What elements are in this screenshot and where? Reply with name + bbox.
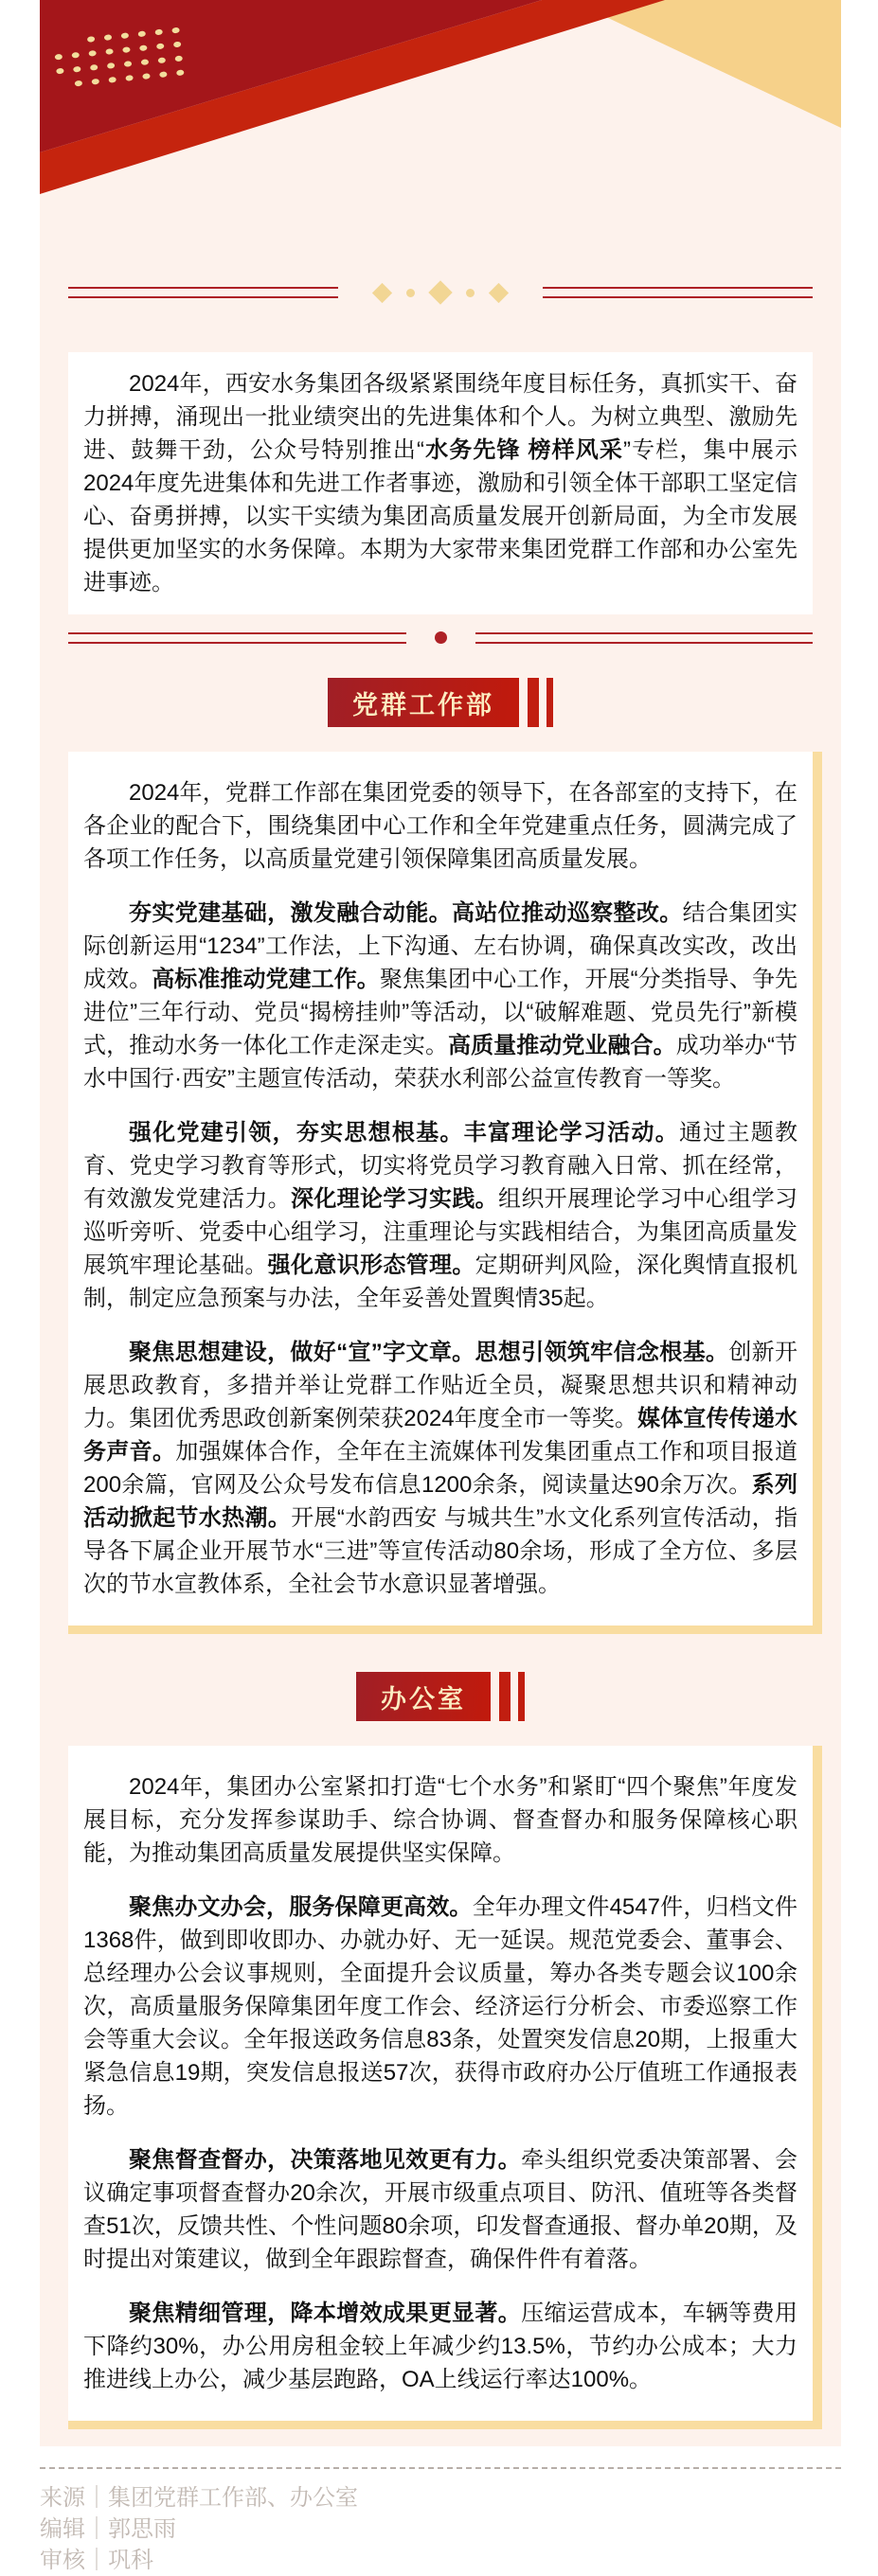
- badge-bar-decor: [499, 1672, 511, 1721]
- dot-icon: [73, 66, 81, 73]
- editor-line: 编辑｜郭思雨: [40, 2516, 176, 2542]
- divider-line: [475, 632, 814, 644]
- diamond-icon: [428, 280, 452, 304]
- diamond-icon: [489, 282, 509, 302]
- badge-row-dangqun: [40, 678, 841, 727]
- divider-diamonds: [68, 284, 813, 301]
- divider-dot: [68, 631, 813, 644]
- paragraph: 聚焦督查督办，决策落地见效更有力。牵头组织党委决策部署、会议确定事项督查督办20余次，开展市级重点项目、防汛、值班等各类督查51次，反馈共性、个性问题80余项，印发督查通报、督办单20期，及时提出对策建议，做到全年跟踪督查，确保件件有着落。: [83, 2147, 798, 2272]
- paragraph: 强化党建引领，夯实思想根基。丰富理论学习活动。通过主题教育、党史学习教育等形式，切实将党员学习教育融入日常、抓在经常，有效激发党建活力。深化理论学习实践。组织开展理论学习中心组学习巡听旁听、党委中心组学习，注重理论与实践相结合，为集团高质量发展筑牢理论基础。强化意识形态管理。定期研判风险，深化舆情直报机制，制定应急预案与办法，全年妥善处置舆情35起。: [83, 1120, 798, 1311]
- dot-icon: [466, 289, 475, 297]
- paragraph: 夯实党建基础，激发融合动能。高站位推动巡察整改。结合集团实际创新运用“1234”工作法，上下沟通、左右协调，确保真改实改，改出成效。高标准推动党建工作。聚焦集团中心工作，开展“分类指导、争先进位”三年行动、党员“揭榜挂帅”等活动，以“破解难题、党员先行”新模式，推动水务一体化工作走深走实。高质量推动党业融合。成功举办“节水中国行·西安”主题宣传活动，荣获水利部公益宣传教育一等奖。: [83, 900, 798, 1092]
- divider-line: [68, 632, 406, 644]
- paragraph: 聚焦精细管理，降本增效成果更显著。压缩运营成本，车辆等费用下降约30%，办公用房租金较上年减少约13.5%，节约办公成本；大力推进线上办公，减少基层跑路，OA上线运行率达100%。: [83, 2301, 798, 2392]
- dot-icon: [71, 52, 80, 59]
- red-dot-icon: [435, 631, 447, 644]
- paragraph: 2024年，党群工作部在集团党委的领导下，在各部室的支持下，在各企业的配合下，围绕集团中心工作和全年党建重点任务，圆满完成了各项工作任务，以高质量党建引领保障集团高质量发展。: [83, 780, 797, 872]
- dot-icon: [173, 42, 182, 48]
- section-badge-dangqun: 党群工作部: [328, 678, 519, 727]
- dot-icon: [141, 59, 150, 65]
- paragraph: 2024年，西安水务集团各级紧紧围绕年度目标任务，真抓实干、奋力拼搏，涌现出一批业绩突出的先进集体和个人。为树立典型、激励先进、鼓舞干劲，公众号特别推出“水务先锋 榜样风采”专栏，集中展示2024年度先进集体和先进工作者事迹，激励和引领全体干部职工坚定信心、奋勇拼搏，以实干实绩为集团高质量发展开创新局面，为全市发展提供更加坚实的水务保障。本期为大家带来集团党群工作部和办公室先进事迹。: [83, 371, 798, 595]
- dot-icon: [90, 64, 99, 71]
- dot-icon: [105, 48, 114, 55]
- dot-icon: [159, 71, 168, 78]
- dot-icon: [142, 73, 151, 80]
- paragraph: 聚焦办文办会，服务保障更高效。全年办理文件4547件，归档文件1368件，做到即收即办、办就办好、无一延误。规范党委会、董事会、总经理办公会议事规则，全面提升会议质量，筹办各类专题会议100余次，高质量服务保障集团年度工作会、经济运行分析会、市委巡察工作会等重大会议。全年报送政务信息83条，处置突发信息20期，上报重大紧急信息19期，突发信息报送57次，获得市政府办公厅值班工作通报表扬。: [83, 1894, 798, 2119]
- article-footer: [40, 2467, 841, 2576]
- dot-icon: [176, 69, 185, 76]
- badge-bar-decor: [547, 678, 553, 727]
- dot-icon: [91, 79, 99, 85]
- dot-icon: [122, 46, 131, 53]
- dot-motif: [435, 631, 447, 644]
- diamond-icon: [372, 282, 392, 302]
- badge-bar-decor: [518, 1672, 525, 1721]
- dot-icon: [87, 36, 96, 43]
- section-card-bangongshi: [68, 1746, 822, 2429]
- section-badge-bangongshi: 办公室: [356, 1672, 491, 1721]
- diamond-motif: [367, 284, 514, 301]
- dot-icon: [154, 29, 163, 36]
- reviewer-line: 审核｜巩科: [40, 2548, 153, 2573]
- divider-line: [543, 287, 813, 298]
- badge-row-bangongshi: [40, 1672, 841, 1721]
- dot-icon: [88, 50, 97, 57]
- dot-icon: [55, 54, 63, 61]
- dot-icon: [139, 44, 148, 51]
- intro-card: [68, 352, 813, 614]
- divider-line: [68, 287, 338, 298]
- dot-icon: [158, 57, 167, 63]
- dot-icon: [121, 32, 130, 39]
- dot-icon: [75, 80, 83, 87]
- dot-icon: [156, 43, 165, 49]
- dot-icon: [174, 55, 183, 62]
- paragraph: 2024年，集团办公室紧扣打造“七个水务”和紧盯“四个聚焦”年度发展目标，充分发挥参谋助手、综合协调、督查督办和服务保障核心职能，为推动集团高质量发展提供坚实保障。: [83, 1774, 797, 1866]
- dot-icon: [406, 289, 415, 297]
- dot-icon: [108, 77, 116, 83]
- dot-icon: [137, 30, 146, 37]
- dot-icon: [124, 61, 133, 67]
- paragraph: 聚焦思想建设，做好“宣”字文章。思想引领筑牢信念根基。创新开展思政教育，多措并举让党群工作贴近全员，凝聚思想共识和精神动力。集团优秀思政创新案例荣获2024年度全市一等奖。媒体宣传传递水务声音。加强媒体合作，全年在主流媒体刊发集团重点工作和项目报道200余篇，官网及公众号发布信息1200余条，阅读量达90余万次。系列活动掀起节水热潮。开展“水韵西安 与城共生”水文化系列宣传活动，指导各下属企业开展节水“三进”等宣传活动80余场，形成了全方位、多层次的节水宣教体系，全社会节水意识显著增强。: [83, 1340, 798, 1597]
- header-banner: [40, 0, 841, 239]
- source-line: 来源｜集团党群工作部、办公室: [40, 2485, 358, 2511]
- dot-icon: [171, 27, 180, 34]
- dot-icon: [107, 62, 116, 69]
- section-card-dangqun: [68, 752, 822, 1634]
- content-column: [40, 0, 841, 2446]
- dot-icon: [125, 75, 134, 81]
- dot-icon: [56, 68, 64, 75]
- dot-icon: [104, 34, 113, 41]
- badge-bar-decor: [528, 678, 539, 727]
